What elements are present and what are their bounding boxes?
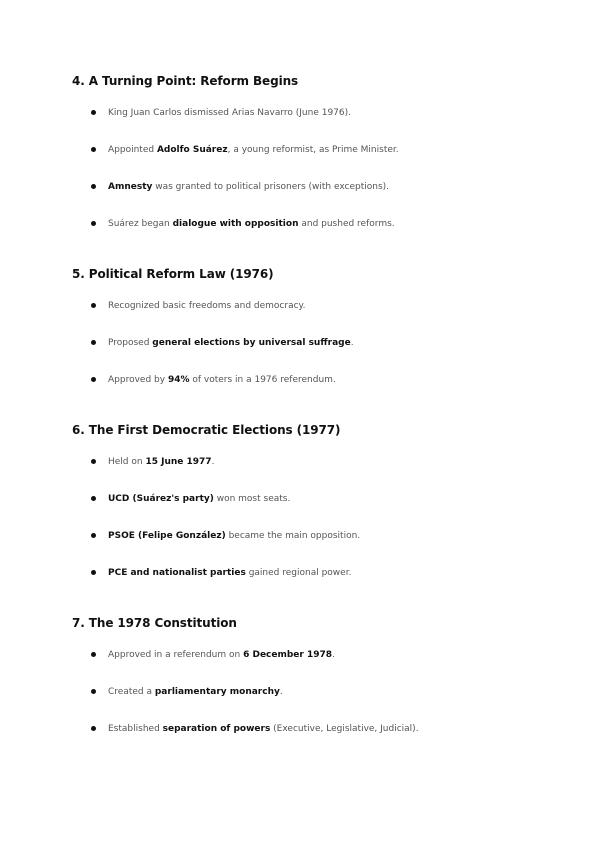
list-item: Proposed general elections by universal suffrage. xyxy=(72,337,552,349)
bullet-dot-icon xyxy=(91,221,96,226)
bullet-list xyxy=(72,107,552,230)
bullet-dot-icon xyxy=(91,496,96,501)
bullet-dot-icon xyxy=(91,303,96,308)
section-6 xyxy=(72,422,552,579)
section-heading: 7. The 1978 Constitution xyxy=(72,616,237,630)
bullet-dot-icon xyxy=(91,377,96,382)
section-heading: 4. A Turning Point: Reform Begins xyxy=(72,74,299,88)
bullet-dot-icon xyxy=(91,533,96,538)
list-item: Recognized basic freedoms and democracy. xyxy=(72,300,552,312)
section-4 xyxy=(72,73,552,230)
bullet-dot-icon xyxy=(91,184,96,189)
list-item: Amnesty was granted to political prisoners (with exceptions). xyxy=(72,181,552,193)
list-item: King Juan Carlos dismissed Arias Navarro (June 1976). xyxy=(72,107,552,119)
bullet-dot-icon xyxy=(91,689,96,694)
bullet-dot-icon xyxy=(91,110,96,115)
section-heading: 6. The First Democratic Elections (1977) xyxy=(72,423,341,437)
bullet-list xyxy=(72,649,552,735)
section-7 xyxy=(72,615,552,735)
list-item: Established separation of powers (Executive, Legislative, Judicial). xyxy=(72,723,552,735)
section-heading: 5. Political Reform Law (1976) xyxy=(72,267,274,281)
list-item: UCD (Suárez's party) won most seats. xyxy=(72,493,552,505)
bullet-dot-icon xyxy=(91,652,96,657)
bullet-dot-icon xyxy=(91,340,96,345)
list-item: Created a parliamentary monarchy. xyxy=(72,686,552,698)
bullet-dot-icon xyxy=(91,147,96,152)
list-item: Approved in a referendum on 6 December 1978. xyxy=(72,649,552,661)
section-5 xyxy=(72,266,552,386)
list-item: Approved by 94% of voters in a 1976 referendum. xyxy=(72,374,552,386)
list-item: Held on 15 June 1977. xyxy=(72,456,552,468)
bullet-dot-icon xyxy=(91,726,96,731)
list-item: PCE and nationalist parties gained regional power. xyxy=(72,567,552,579)
list-item: Appointed Adolfo Suárez, a young reformist, as Prime Minister. xyxy=(72,144,552,156)
bullet-dot-icon xyxy=(91,570,96,575)
bullet-list xyxy=(72,300,552,386)
list-item: Suárez began dialogue with opposition and pushed reforms. xyxy=(72,218,552,230)
list-item: PSOE (Felipe González) became the main opposition. xyxy=(72,530,552,542)
bullet-list xyxy=(72,456,552,579)
bullet-dot-icon xyxy=(91,459,96,464)
